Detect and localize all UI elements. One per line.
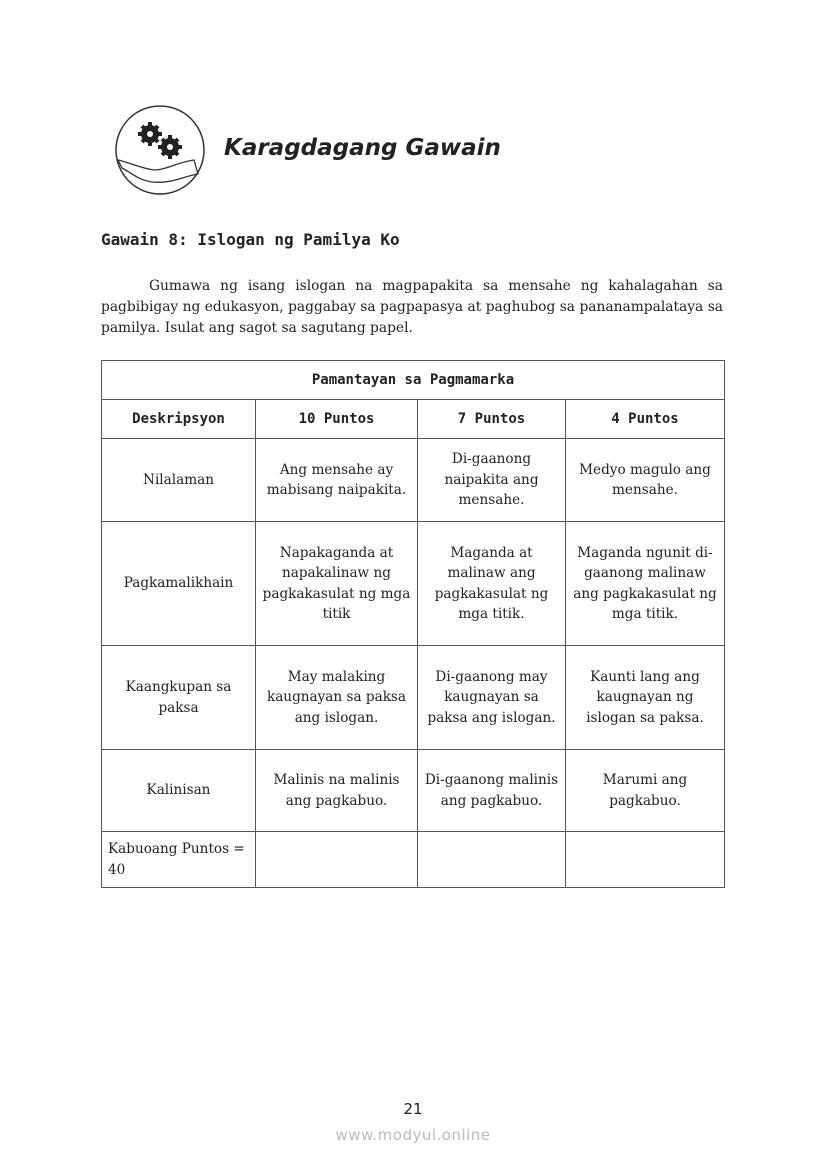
table-row (102, 646, 725, 750)
cell: Di-gaanong naipakita ang mensahe. (418, 439, 566, 522)
cell: Marumi ang pagkabuo. (566, 750, 725, 832)
cell: Maganda at malinaw ang pagkakasulat ng mga titik. (418, 522, 566, 646)
watermark: www.modyul.online (335, 1126, 491, 1144)
instruction-text: Gumawa ng isang islogan na magpapakita sa mensahe ng kahalagahan sa pagbibigay ng edukasyon, paggabay sa pagpapasya at paghubog sa pananampalataya sa pamilya. Isulat ang sagot sa sagutang papel. (101, 278, 723, 336)
column-header: 7 Puntos (418, 400, 566, 439)
cell: Maganda ngunit di-gaanong malinaw ang pagkakasulat ng mga titik. (566, 522, 725, 646)
table-row (102, 522, 725, 646)
section-title: Karagdagang Gawain (224, 135, 501, 161)
cell: Kaunti lang ang kaugnayan ng islogan sa paksa. (566, 646, 725, 750)
activity-title: Gawain 8: Islogan ng Pamilya Ko (101, 230, 400, 249)
cell (256, 832, 418, 888)
rubric-caption: Pamantayan sa Pagmamarka (102, 361, 725, 400)
gears-in-hand-icon (112, 104, 208, 196)
cell: Di-gaanong malinis ang pagkabuo. (418, 750, 566, 832)
rubric-table (101, 360, 725, 888)
page-number: 21 (403, 1100, 423, 1118)
cell: Nilalaman (102, 439, 256, 522)
table-row (102, 832, 725, 888)
cell: Medyo magulo ang mensahe. (566, 439, 725, 522)
column-header: 4 Puntos (566, 400, 725, 439)
cell: Kalinisan (102, 750, 256, 832)
cell (566, 832, 725, 888)
cell: Ang mensahe ay mabisang naipakita. (256, 439, 418, 522)
table-row (102, 750, 725, 832)
column-header: 10 Puntos (256, 400, 418, 439)
cell: Pagkamalikhain (102, 522, 256, 646)
cell: Kaangkupan sa paksa (102, 646, 256, 750)
cell (418, 832, 566, 888)
cell: Malinis na malinis ang pagkabuo. (256, 750, 418, 832)
table-row (102, 439, 725, 522)
cell: Napakaganda at napakalinaw ng pagkakasulat ng mga titik (256, 522, 418, 646)
cell: Di-gaanong may kaugnayan sa paksa ang islogan. (418, 646, 566, 750)
column-header: Deskripsyon (102, 400, 256, 439)
cell: Kabuoang Puntos = 40 (102, 832, 256, 888)
cell: May malaking kaugnayan sa paksa ang islogan. (256, 646, 418, 750)
